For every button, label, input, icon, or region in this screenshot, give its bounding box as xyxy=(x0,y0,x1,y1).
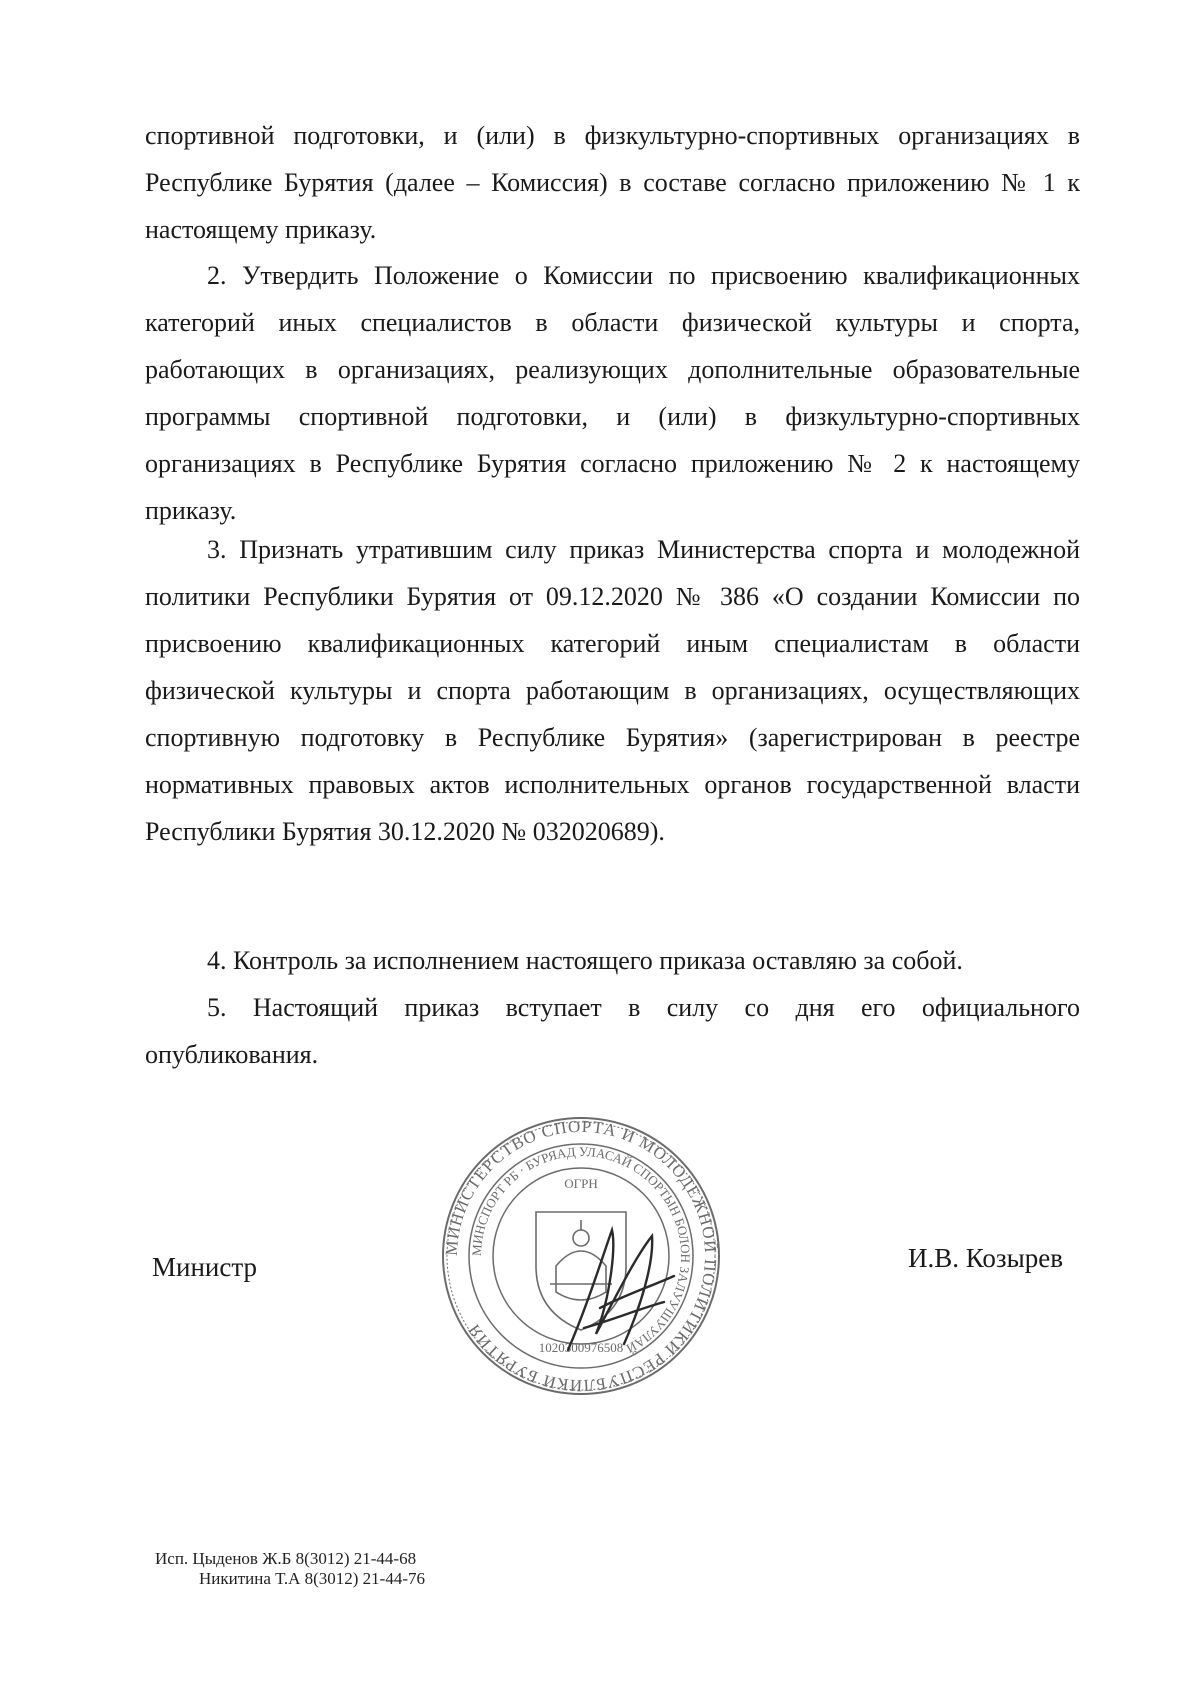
signatory-title: Министр xyxy=(152,1252,257,1282)
paragraph-item-2: 2. Утвердить Положение о Комиссии по присвоению квалификационных категорий иных специалистов в области физической культуры и спорта, работающих в организациях, реализующих дополнительные образовательные программы спортивной подготовки, и (или) в физкультурно-спортивных организациях в Республике Бурятия согласно приложению № 2 к настоящему приказу. xyxy=(145,261,1080,525)
seal-ogrn-number: 1020300976508 xyxy=(538,1340,624,1355)
paragraph-item-4: 4. Контроль за исполнением настоящего приказа оставляю за собой. xyxy=(207,946,963,975)
paragraph-item-3: 3. Признать утратившим силу приказ Министерства спорта и молодежной политики Республики Бурятия от 09.12.2020 № 386 «О создании Комиссии по присвоению квалификационных категорий иным специалистам в области физической культуры и спорта работающим в организациях, осуществляющих спортивную подготовку в Республике Бурятия» (зарегистрирован в реестре нормативных правовых актов исполнительных органов государственной власти Республики Бурятия 30.12.2020 № 032020689). xyxy=(145,535,1080,846)
seal-ogrn-label: ОГРН xyxy=(564,1176,598,1191)
handwritten-signature xyxy=(560,1212,680,1362)
paragraph-continuation: спортивной подготовки, и (или) в физкультурно-спортивных организациях в Республике Бурятия (далее – Комиссия) в составе согласно приложению № 1 к настоящему приказу. xyxy=(145,121,1080,244)
seal-outer-text: МИНИСТЕРСТВО СПОРТА И МОЛОДЕЖНОЙ ПОЛИТИКИ РЕСПУБЛИКИ БУРЯТИЯ xyxy=(441,1116,721,1396)
signatory-name: И.В. Козырев xyxy=(908,1243,1063,1273)
executor-line: Никитина Т.А 8(3012) 21-44-76 xyxy=(199,1569,426,1588)
executor-line: Исп. Цыденов Ж.Б 8(3012) 21-44-68 xyxy=(155,1549,417,1568)
seal-inner-text: МИНСПОРТ РБ · БУРЯАД УЛАСАЙ СПОРТЫН БОЛОН ЗАЛУУШУУЛАЙ xyxy=(468,1143,694,1357)
paragraph-item-5: 5. Настоящий приказ вступает в силу со дня его официального опубликования. xyxy=(145,993,1080,1069)
